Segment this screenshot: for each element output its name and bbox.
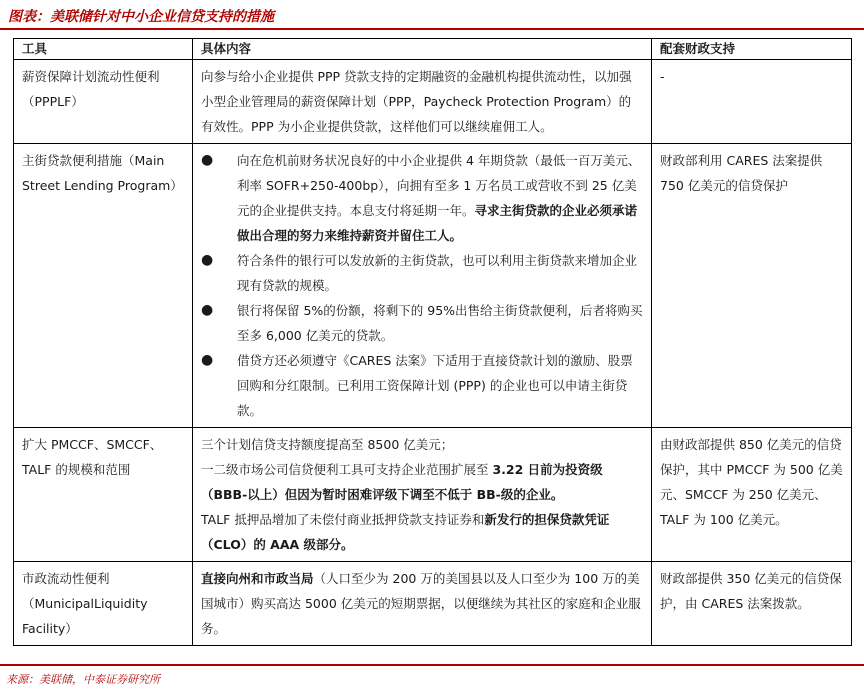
figure-title: 图表：美联储针对中小企业信贷支持的措施 bbox=[8, 9, 274, 25]
source-note: 来源：美联储，中泰证券研究所 bbox=[6, 673, 160, 686]
bullet-text: 向在危机前财务状况良好的中小企业提供 4 年期贷款（最低一百万美元、利率 SOFR+250-400bp），向拥有至多 1 万名员工或营收不到 25 亿美元的企业提供支持。本息支付将延期一年。 bbox=[237, 153, 641, 218]
cell-tool: 扩大 PMCCF、SMCCF、TALF 的规模和范围 bbox=[14, 428, 193, 562]
cell-tool: 主街贷款便利措施（Main Street Lending Program） bbox=[14, 144, 193, 428]
cell-fiscal: 财政部提供 350 亿美元的信贷保护，由 CARES 法案拨款。 bbox=[652, 562, 852, 646]
bullet-dot: ● bbox=[201, 152, 214, 168]
cell-tool: 薪资保障计划流动性便利（PPPLF） bbox=[14, 60, 193, 144]
figure-title-bar bbox=[0, 0, 864, 30]
bullet-dot: ● bbox=[201, 352, 214, 368]
bullet-dot: ● bbox=[201, 302, 214, 318]
cell-content: 向参与给小企业提供 PPP 贷款支持的定期融资的金融机构提供流动性，以加强小型企业管理局的薪资保障计划（PPP，Paycheck Protection Program）的有效性。PPP 为小企业提供贷款，这样他们可以继续雇佣工人。 bbox=[193, 60, 652, 144]
bullet-item bbox=[201, 148, 643, 248]
cell-fiscal: - bbox=[652, 60, 852, 144]
bullet-item bbox=[201, 298, 643, 348]
header-fiscal: 配套财政支持 bbox=[652, 39, 852, 60]
bullet-item bbox=[201, 248, 643, 298]
header-tool: 工具 bbox=[14, 39, 193, 60]
content-line: TALF 抵押品增加了未偿付商业抵押贷款支持证券和新发行的担保贷款凭证（CLO）的 AAA 级部分。 bbox=[201, 512, 610, 552]
cell-content: 直接向州和市政当局（人口至少为 200 万的美国县以及人口至少为 100 万的美国城市）购买高达 5000 亿美元的短期票据，以便继续为其社区的家庭和企业服务。 bbox=[193, 562, 652, 646]
bullet-bold-text: 寻求主街贷款的企业必须承诺做出合理的努力来维持薪资并留住工人。 bbox=[237, 203, 638, 243]
header-content: 具体内容 bbox=[193, 39, 652, 60]
table-header-row bbox=[14, 39, 852, 60]
bullet-text: 符合条件的银行可以发放新的主街贷款，也可以利用主街贷款来增加企业现有贷款的规模。 bbox=[237, 253, 638, 293]
table-row bbox=[14, 562, 852, 646]
cell-content bbox=[193, 428, 652, 562]
bullet-text: 银行将保留 5%的份额，将剩下的 95%出售给主街贷款便利，后者将购买至多 6,000 亿美元的贷款。 bbox=[237, 303, 643, 343]
cell-content bbox=[193, 144, 652, 428]
table-row bbox=[14, 60, 852, 144]
cell-fiscal: 财政部利用 CARES 法案提供 750 亿美元的信贷保护 bbox=[652, 144, 852, 428]
table-row bbox=[14, 428, 852, 562]
measures-table bbox=[13, 38, 852, 646]
bullet-text: 借贷方还必须遵守《CARES 法案》下适用于直接贷款计划的激励、股票回购和分红限制。已利用工资保障计划 (PPP) 的企业也可以申请主街贷款。 bbox=[237, 353, 633, 418]
cell-tool: 市政流动性便利（MunicipalLiquidity Facility） bbox=[14, 562, 193, 646]
content-line: 一二级市场公司信贷便利工具可支持企业范围扩展至 3.22 日前为投资级（BBB-以上）但因为暂时困难评级下调至不低于 BB-级的企业。 bbox=[201, 462, 603, 502]
source-bar bbox=[0, 664, 864, 690]
bullet-dot: ● bbox=[201, 252, 214, 268]
content-line: 三个计划信贷支持额度提高至 8500 亿美元； bbox=[201, 437, 454, 452]
bullet-item bbox=[201, 348, 643, 423]
cell-fiscal: 由财政部提供 850 亿美元的信贷保护，其中 PMCCF 为 500 亿美元、SMCCF 为 250 亿美元、TALF 为 100 亿美元。 bbox=[652, 428, 852, 562]
table-row bbox=[14, 144, 852, 428]
